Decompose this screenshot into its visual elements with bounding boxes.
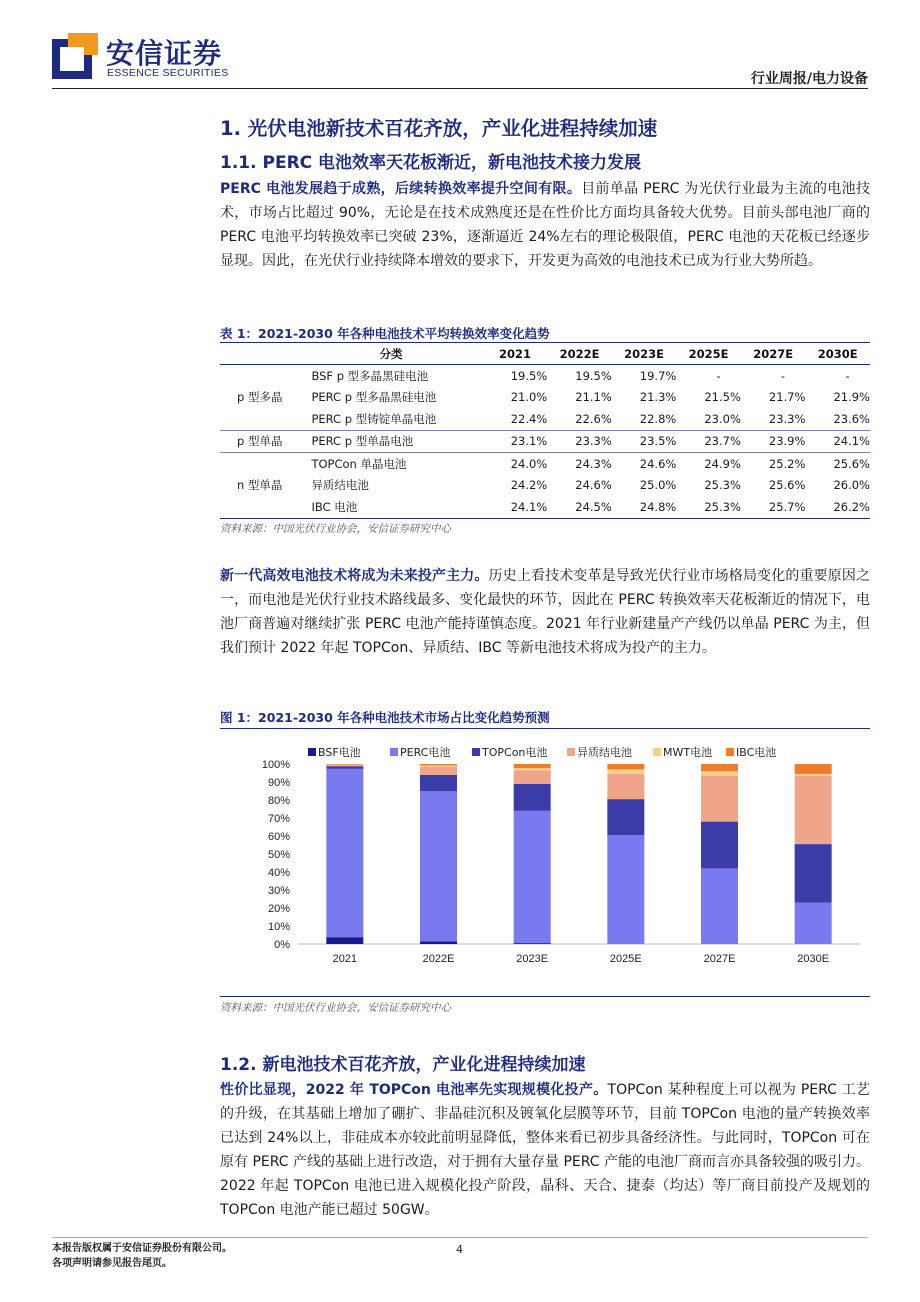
cell: 21.3%	[639, 390, 677, 405]
table-row	[220, 475, 870, 497]
cell: 19.5%	[510, 368, 548, 383]
y-tick-label: 90%	[267, 777, 290, 789]
group-label: p 型单晶	[220, 430, 299, 453]
y-tick-label: 0%	[274, 939, 290, 951]
table-row	[220, 453, 870, 475]
bar-segment	[420, 767, 457, 775]
cell: 26.0%	[833, 478, 870, 493]
column-header: 2030E	[805, 343, 870, 365]
y-tick-label: 20%	[267, 903, 290, 915]
y-tick-label: 80%	[267, 795, 290, 807]
cell: 21.7%	[768, 390, 806, 405]
cell: 26.2%	[805, 496, 870, 518]
column-header: 2027E	[741, 343, 806, 365]
cell: 19.7%	[639, 368, 677, 383]
row-name: BSF p 型多晶黑硅电池	[311, 368, 429, 383]
cell: 25.6%	[768, 478, 806, 493]
x-tick-label: 2021	[332, 953, 358, 965]
column-header: 2022E	[547, 343, 612, 365]
subsection-title-1-2: 1.2. 新电池技术百花齐放，产业化进程持续加速	[220, 1055, 586, 1075]
table-source: 资料来源：中国光伏行业协会，安信证券研究中心	[220, 523, 451, 535]
bar-segment	[607, 769, 644, 774]
section-title: 1. 光伏电池新技术百花齐放，产业化进程持续加速	[220, 117, 658, 140]
legend-label: TOPCon电池	[482, 746, 548, 759]
column-header: 分类	[299, 343, 482, 365]
cell: 24.1%	[483, 496, 548, 518]
table-header-row	[220, 343, 870, 365]
bar-segment	[701, 822, 738, 869]
legend-label: MWT电池	[663, 746, 713, 759]
cell: 24.1%	[805, 430, 870, 453]
cell: 24.0%	[510, 456, 548, 471]
bar-segment	[795, 764, 832, 774]
bar-segment	[420, 775, 457, 791]
cell: -	[845, 368, 850, 383]
bar-segment	[514, 811, 551, 943]
efficiency-table	[220, 343, 870, 519]
table-row	[220, 496, 870, 518]
y-tick-label: 40%	[267, 867, 290, 879]
cell: 23.9%	[741, 430, 806, 453]
bar-segment	[326, 765, 363, 766]
table-row	[220, 365, 870, 387]
cell: 24.3%	[575, 456, 612, 471]
bar-segment	[514, 770, 551, 784]
cell: 19.5%	[575, 368, 612, 383]
x-tick-label: 2030E	[797, 953, 830, 965]
bar-segment	[701, 771, 738, 776]
cell: 21.9%	[833, 390, 870, 405]
cell: 22.8%	[612, 408, 677, 430]
cell: 25.2%	[768, 456, 806, 471]
legend-swatch	[653, 748, 661, 756]
cell: 23.1%	[483, 430, 548, 453]
cell: 25.6%	[833, 456, 870, 471]
row-name: PERC p 型铸锭单晶电池	[299, 408, 482, 430]
bar-segment	[795, 844, 832, 903]
row-name: TOPCon 单晶电池	[311, 456, 407, 471]
figure-bottom-rule	[220, 996, 870, 997]
logo-english-name: ESSENCE SECURITIES	[107, 67, 229, 79]
bar-segment	[326, 764, 363, 765]
row-name: PERC p 型单晶电池	[299, 430, 482, 453]
group-label: p 型多晶	[220, 365, 299, 431]
footer-line-1: 本报告版权属于安信证券股份有限公司。	[52, 1243, 232, 1254]
paragraph-lead: 性价比显现，2022 年 TOPCon 电池率先实现规模化投产。	[220, 1082, 608, 1098]
table-row	[220, 408, 870, 430]
paragraph-body: TOPCon 某种程度上可以视为 PERC 工艺的升级，在其基础上增加了硼扩、非晶硅沉积及镀氧化层膜等环节，目前 TOPCon 电池的量产转换效率已达到 24%以上，非硅成本亦较此前明显降低，整体来看已初步具备经济性。与此同时，TOPCon 可在原有 PERC 产线的基础上进行改造，对于拥有大量存量 PERC 产能的电池厂商而言亦具备较强的吸引力。2022 年起 TOPCon 电池已进入规模化投产阶段，晶科、天合、捷泰（均达）等厂商目前投产及规划的 TOPCon 电池产能已超过 50GW。	[220, 1082, 870, 1218]
paragraph-body: 历史上看技术变革是导致光伏行业市场格局变化的重要原因之一，而电池是光伏行业技术路线最多、变化最快的环节，因此在 PERC 转换效率天花板渐近的情况下，电池厂商普遍对继续扩张 PERC 电池产能持谨慎态度。2021 年行业新建量产产线仍以单晶 PERC 为主，但我们预计 2022 年起 TOPCon、异质结、IBC 等新电池技术将成为投产的主力。	[220, 568, 871, 656]
bar-segment	[326, 765, 363, 766]
y-tick-label: 100%	[261, 759, 290, 771]
bar-segment	[514, 764, 551, 768]
legend-swatch	[726, 748, 734, 756]
column-header: 2021	[483, 343, 548, 365]
bar-segment	[795, 903, 832, 944]
cell: 22.6%	[547, 408, 612, 430]
footer-divider	[52, 1237, 868, 1238]
cell: -	[780, 368, 786, 383]
bar-segment	[420, 791, 457, 941]
table-row	[220, 387, 870, 409]
bar-segment	[607, 799, 644, 835]
bar-segment	[420, 765, 457, 766]
figure-source: 资料来源：中国光伏行业协会，安信证券研究中心	[220, 1002, 451, 1014]
bar-segment	[420, 941, 457, 944]
footer-disclaimer	[52, 1241, 232, 1271]
cell: 21.1%	[575, 390, 612, 405]
bar-segment	[514, 768, 551, 770]
paragraph-new-tech	[220, 564, 870, 660]
bar-segment	[701, 776, 738, 822]
bar-segment	[514, 784, 551, 811]
y-tick-label: 10%	[267, 921, 290, 933]
cell: 23.3%	[547, 430, 612, 453]
paragraph-perc	[220, 177, 870, 273]
paragraph-body: 目前单晶 PERC 为光伏行业最为主流的电池技术，市场占比超过 90%，无论是在技术成熟度还是在性价比方面均具备较大优势。目前头部电池厂商的 PERC 电池平均转换效率已突破 23%，逐渐逼近 24%左右的理论极限值，PERC 电池的天花板已经逐步显现。因此，在光伏行业持续降本增效的要求下，开发更为高效的电池技术已成为行业大势所趋。	[220, 181, 870, 269]
cell: 24.8%	[612, 496, 677, 518]
footer-line-2: 各项声明请参见报告尾页。	[52, 1258, 172, 1269]
cell: 23.5%	[612, 430, 677, 453]
cell: 25.3%	[676, 496, 741, 518]
x-tick-label: 2023E	[516, 953, 549, 965]
legend-swatch	[390, 748, 398, 756]
bar-segment	[607, 764, 644, 769]
cell: 23.0%	[676, 408, 741, 430]
cell: 25.7%	[741, 496, 806, 518]
y-tick-label: 60%	[267, 831, 290, 843]
cell: 25.3%	[704, 478, 741, 493]
cell: 24.6%	[575, 478, 612, 493]
bar-segment	[701, 868, 738, 944]
bar-segment	[607, 835, 644, 944]
page-number: 4	[456, 1243, 463, 1256]
legend-label: PERC电池	[400, 746, 451, 759]
header-divider	[52, 88, 868, 89]
bar-segment	[795, 776, 832, 844]
paragraph-topcon	[220, 1078, 870, 1222]
bar-segment	[607, 774, 644, 799]
x-tick-label: 2027E	[703, 953, 736, 965]
y-tick-label: 70%	[267, 813, 290, 825]
cell: 24.6%	[639, 456, 677, 471]
cell: 23.7%	[676, 430, 741, 453]
legend-swatch	[308, 748, 316, 756]
logo-chinese-name: 安信证券	[106, 37, 223, 70]
cell: -	[716, 368, 721, 383]
cell: 23.6%	[805, 408, 870, 430]
cell: 24.5%	[547, 496, 612, 518]
figure-caption: 图 1：2021-2030 年各种电池技术市场占比变化趋势预测	[220, 710, 550, 725]
x-tick-label: 2022E	[422, 953, 455, 965]
table-row	[220, 430, 870, 453]
bar-segment	[326, 937, 363, 944]
x-tick-label: 2025E	[609, 953, 642, 965]
bar-segment	[420, 764, 457, 765]
column-header: 2023E	[612, 343, 677, 365]
legend-label: BSF电池	[318, 746, 361, 759]
legend-swatch	[472, 748, 480, 756]
paragraph-lead: PERC 电池发展趋于成熟，后续转换效率提升空间有限。	[220, 181, 582, 197]
subsection-title-1-1: 1.1. PERC 电池效率天花板渐近，新电池技术接力发展	[220, 153, 642, 173]
bar-segment	[326, 766, 363, 769]
cell: 24.9%	[704, 456, 741, 471]
bar-segment	[795, 774, 832, 776]
row-name: PERC p 型多晶黑硅电池	[311, 390, 437, 405]
row-name: 异质结电池	[311, 478, 369, 493]
bar-segment	[326, 769, 363, 937]
cell: 21.5%	[704, 390, 741, 405]
cell: 22.4%	[483, 408, 548, 430]
cell: 23.3%	[741, 408, 806, 430]
cell: 24.2%	[510, 478, 548, 493]
group-label: n 型单晶	[220, 453, 299, 519]
table-caption: 表 1：2021-2030 年各种电池技术平均转换效率变化趋势	[220, 326, 550, 341]
column-header: 2025E	[676, 343, 741, 365]
bar-segment	[514, 943, 551, 944]
bar-segment	[701, 764, 738, 771]
essence-logo-icon	[52, 33, 98, 79]
y-tick-label: 30%	[267, 885, 290, 897]
legend-swatch	[567, 748, 575, 756]
market-share-chart	[220, 735, 870, 995]
cell: 25.0%	[639, 478, 677, 493]
paragraph-lead: 新一代高效电池技术将成为未来投产主力。	[220, 568, 489, 584]
report-category: 行业周报/电力设备	[750, 71, 868, 87]
legend-label: IBC电池	[736, 746, 777, 759]
figure-top-rule	[220, 728, 870, 729]
row-name: IBC 电池	[299, 496, 482, 518]
cell: 21.0%	[510, 390, 548, 405]
y-tick-label: 50%	[267, 849, 290, 861]
legend-label: 异质结电池	[577, 746, 632, 759]
